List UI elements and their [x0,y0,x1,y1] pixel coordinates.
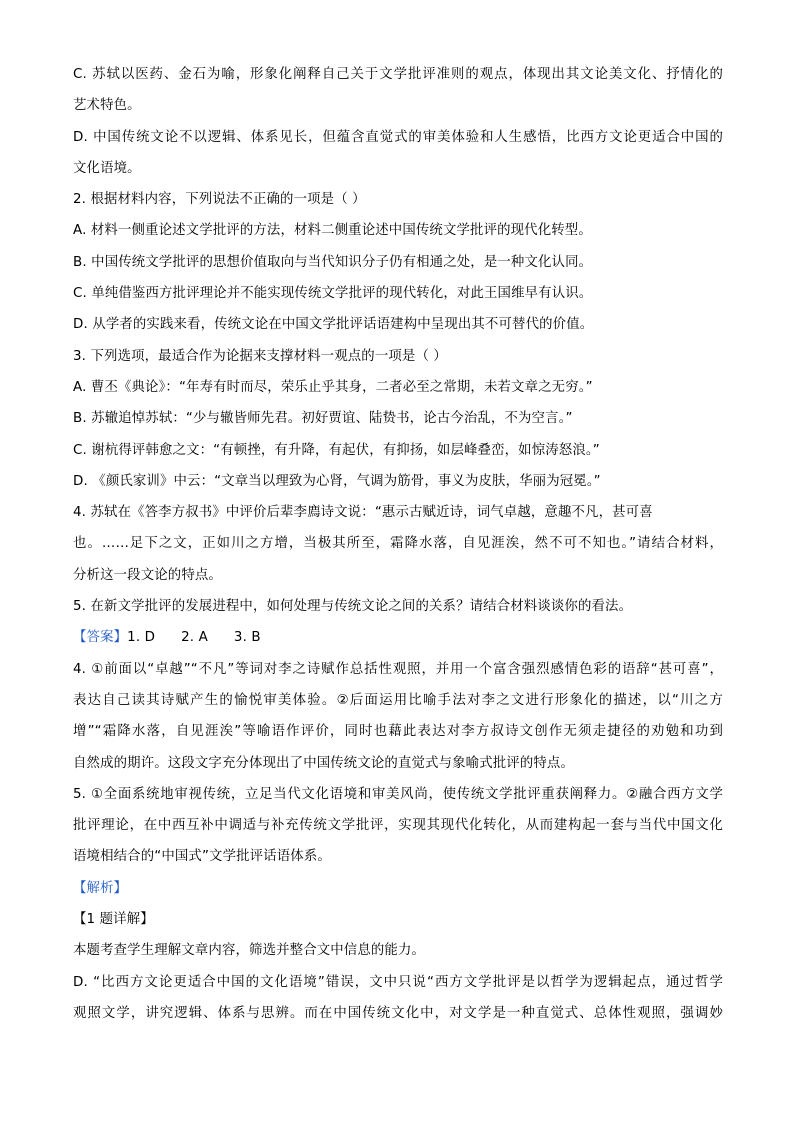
answer-1: 1. D [127,630,156,646]
detail-label: 【1 题详解】 [73,912,154,928]
question-4-line-2: 也。……足下之文，正如川之方增，当极其所至，霜降水落，自见涯涘，然不可不知也。”请结合材料， [73,536,723,552]
answer-5-line-2: 批评理论，在中西互补中调适与补充传统文学批评，实现其现代化转化，从而建构起一套与当代中国文化 [73,818,723,834]
option-c-line-2: 艺术特色。 [73,98,141,114]
detail-line-2: D. “比西方文论更适合中国的文化语境”错误，文中只说“西方文学批评是以哲学为逻辑起点，通过哲学 [73,974,723,990]
answer-2: 2. A [181,630,208,646]
analysis-label: 【解析】 [73,880,128,896]
answer-label: 【答案】 [73,630,128,646]
answer-values [127,630,261,645]
question-2-option-b: B. 中国传统文学批评的思想价值取向与当代知识分子仍有相通之处，是一种文化认同。 [73,254,593,270]
answer-4-line-2: 表达自己读其诗赋产生的愉悦审美体验。②后面运用比喻手法对李之文进行形象化的描述，以“川之方 [73,692,723,708]
question-2-option-a: A. 材料一侧重论述文学批评的方法，材料二侧重论述中国传统文学批评的现代化转型。 [73,223,592,239]
question-5-stem: 5. 在新文学批评的发展进程中，如何处理与传统文论之间的关系？请结合材料谈谈你的看法。 [73,599,633,615]
question-4-line-3: 分析这一段文论的特点。 [73,567,222,583]
question-3-option-b: B. 苏辙追悼苏轼：“少与辙皆师先君。初好贾谊、陆贽书，论古今治乱，不为空言。” [73,411,573,427]
detail-line-1: 本题考查学生理解文章内容，筛选并整合文中信息的能力。 [73,943,426,959]
answer-4-line-4: 自然成的期许。这段文字充分体现出了中国传统文论的直觉式与象喻式批评的特点。 [73,755,575,771]
document-page [73,64,723,1034]
question-4-line-1: 4. 苏轼在《答李方叔书》中评价后辈李廌诗文说：“惠示古赋近诗，词气卓越，意趣不凡，甚可喜 [73,505,653,521]
question-2-option-c: C. 单纯借鉴西方批评理论并不能实现传统文学批评的现代转化，对此王国维早有认识。 [73,286,593,302]
question-3-option-d: D. 《颜氏家训》中云：“文章当以理致为心肾，气调为筋骨，事义为皮肤，华丽为冠冕。” [73,473,601,489]
detail-line-3: 观照文学，讲究逻辑、体系与思辨。而在中国传统文化中，对文学是一种直觉式、总体性观照，强调妙 [73,1005,723,1021]
answer-4-line-1: 4. ①前面以“卓越”“不凡”等词对李之诗赋作总括性观照，并用一个富含强烈感情色彩的语辞“甚可喜”， [73,661,723,677]
answer-row [73,627,723,658]
option-c-line-1: C. 苏轼以医药、金石为喻，形象化阐释自己关于文学批评准则的观点，体现出其文论美文化、抒情化的 [73,67,723,82]
answer-3: 3. B [233,630,261,646]
answer-5-line-1: 5. ①全面系统地审视传统，立足当代文化语境和审美风尚，使传统文学批评重获阐释力。②融合西方文学 [73,786,723,802]
answer-5-line-3: 语境相结合的“中国式”文学批评话语体系。 [73,849,331,865]
question-3-option-a: A. 曹丕《典论》：“年寿有时而尽，荣乐止乎其身，二者必至之常期，未若文章之无穷。” [73,379,593,395]
option-d-line-1: D. 中国传统文论不以逻辑、体系见长，但蕴含直觉式的审美体验和人生感悟，比西方文论更适合中国的 [73,129,723,145]
option-d-line-2: 文化语境。 [73,160,141,176]
question-3-option-c: C. 谢杭得评韩愈之文：“有顿挫，有升降，有起伏，有抑扬，如层峰叠峦，如惊涛怒浪。” [73,442,600,458]
question-2-option-d: D. 从学者的实践来看，传统文论在中国文学批评话语建构中呈现出其不可替代的价值。 [73,317,594,333]
question-3-stem: 3. 下列选项，最适合作为论据来支撑材料一观点的一项是（ ） [73,348,447,364]
answer-4-line-3: 增”“霜降水落，自见涯涘”等喻语作评价，同时也藉此表达对李方叔诗文创作无须走捷径的劝勉和功到 [73,724,723,740]
question-2-stem: 2. 根据材料内容，下列说法不正确的一项是（ ） [73,192,366,208]
